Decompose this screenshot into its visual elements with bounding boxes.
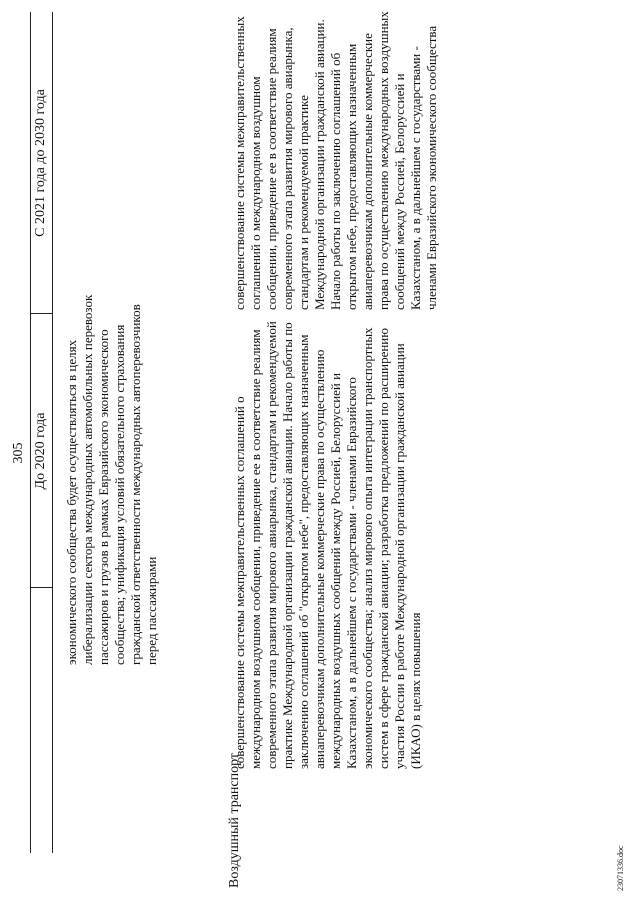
row-category-air-transport: Воздушный транспорт [227, 752, 242, 888]
document-code: 23071336.doc [616, 845, 625, 891]
header-bottom-rule [52, 12, 53, 853]
page-number: 305 [11, 442, 26, 464]
row-air-text-2020: совершенствование системы межправительственных соглашений о международном воздушном сообщении, приведение ее в соответствие реалиям современного этапа развития мирового авиарынка, стандартам и рекомендуемой практике Международной организации гражданской авиации. Начало работы по заключению соглашений об "открытом небе", предоставляющих назначенным авиаперевозчикам дополнительные коммерческие права по осуществлению международных воздушных сообщений между Россией, Белоруссией и Казахстаном, а в дальнейшем с государствами - членами Евразийского экономического сообщества; анализ мирового опыта интеграции транспортных систем в сфере гражданской авиации; разработка предложений по расширению участия России в работе Международной организации гражданской авиации (ИКАО) в целях повышения [232, 321, 423, 769]
header-2020: До 2020 года [33, 412, 48, 490]
row-air-text-2030: совершенствование системы межправительственных соглашений о международном воздушном сообщении, приведение ее в соответствие реалиям современного этапа развития мирового авиарынка, стандартам и рекомендуемой практике Международной организации гражданской авиации. Начало работы по заключению соглашений об открытом небе, предоставляющих назначенным авиаперевозчикам дополнительные коммерческие права по осуществлению международных воздушных сообщений между Россией, Белоруссией и Казахстаном, а в дальнейшем с государствами - членами Евразийского экономического сообщества [232, 11, 439, 310]
header-top-rule [30, 12, 31, 853]
continuation-text-2020: экономического сообщества будет осуществляться в целях либерализации сектора международных автомобильных перевозок пассажиров и грузов в рамках Евразийского экономического сообщества; унификация условий обязательного страхования гражданской ответственности международных автоперевозчиков перед пассажирами [64, 294, 159, 665]
header-2030: С 2021 года до 2030 года [33, 89, 48, 237]
